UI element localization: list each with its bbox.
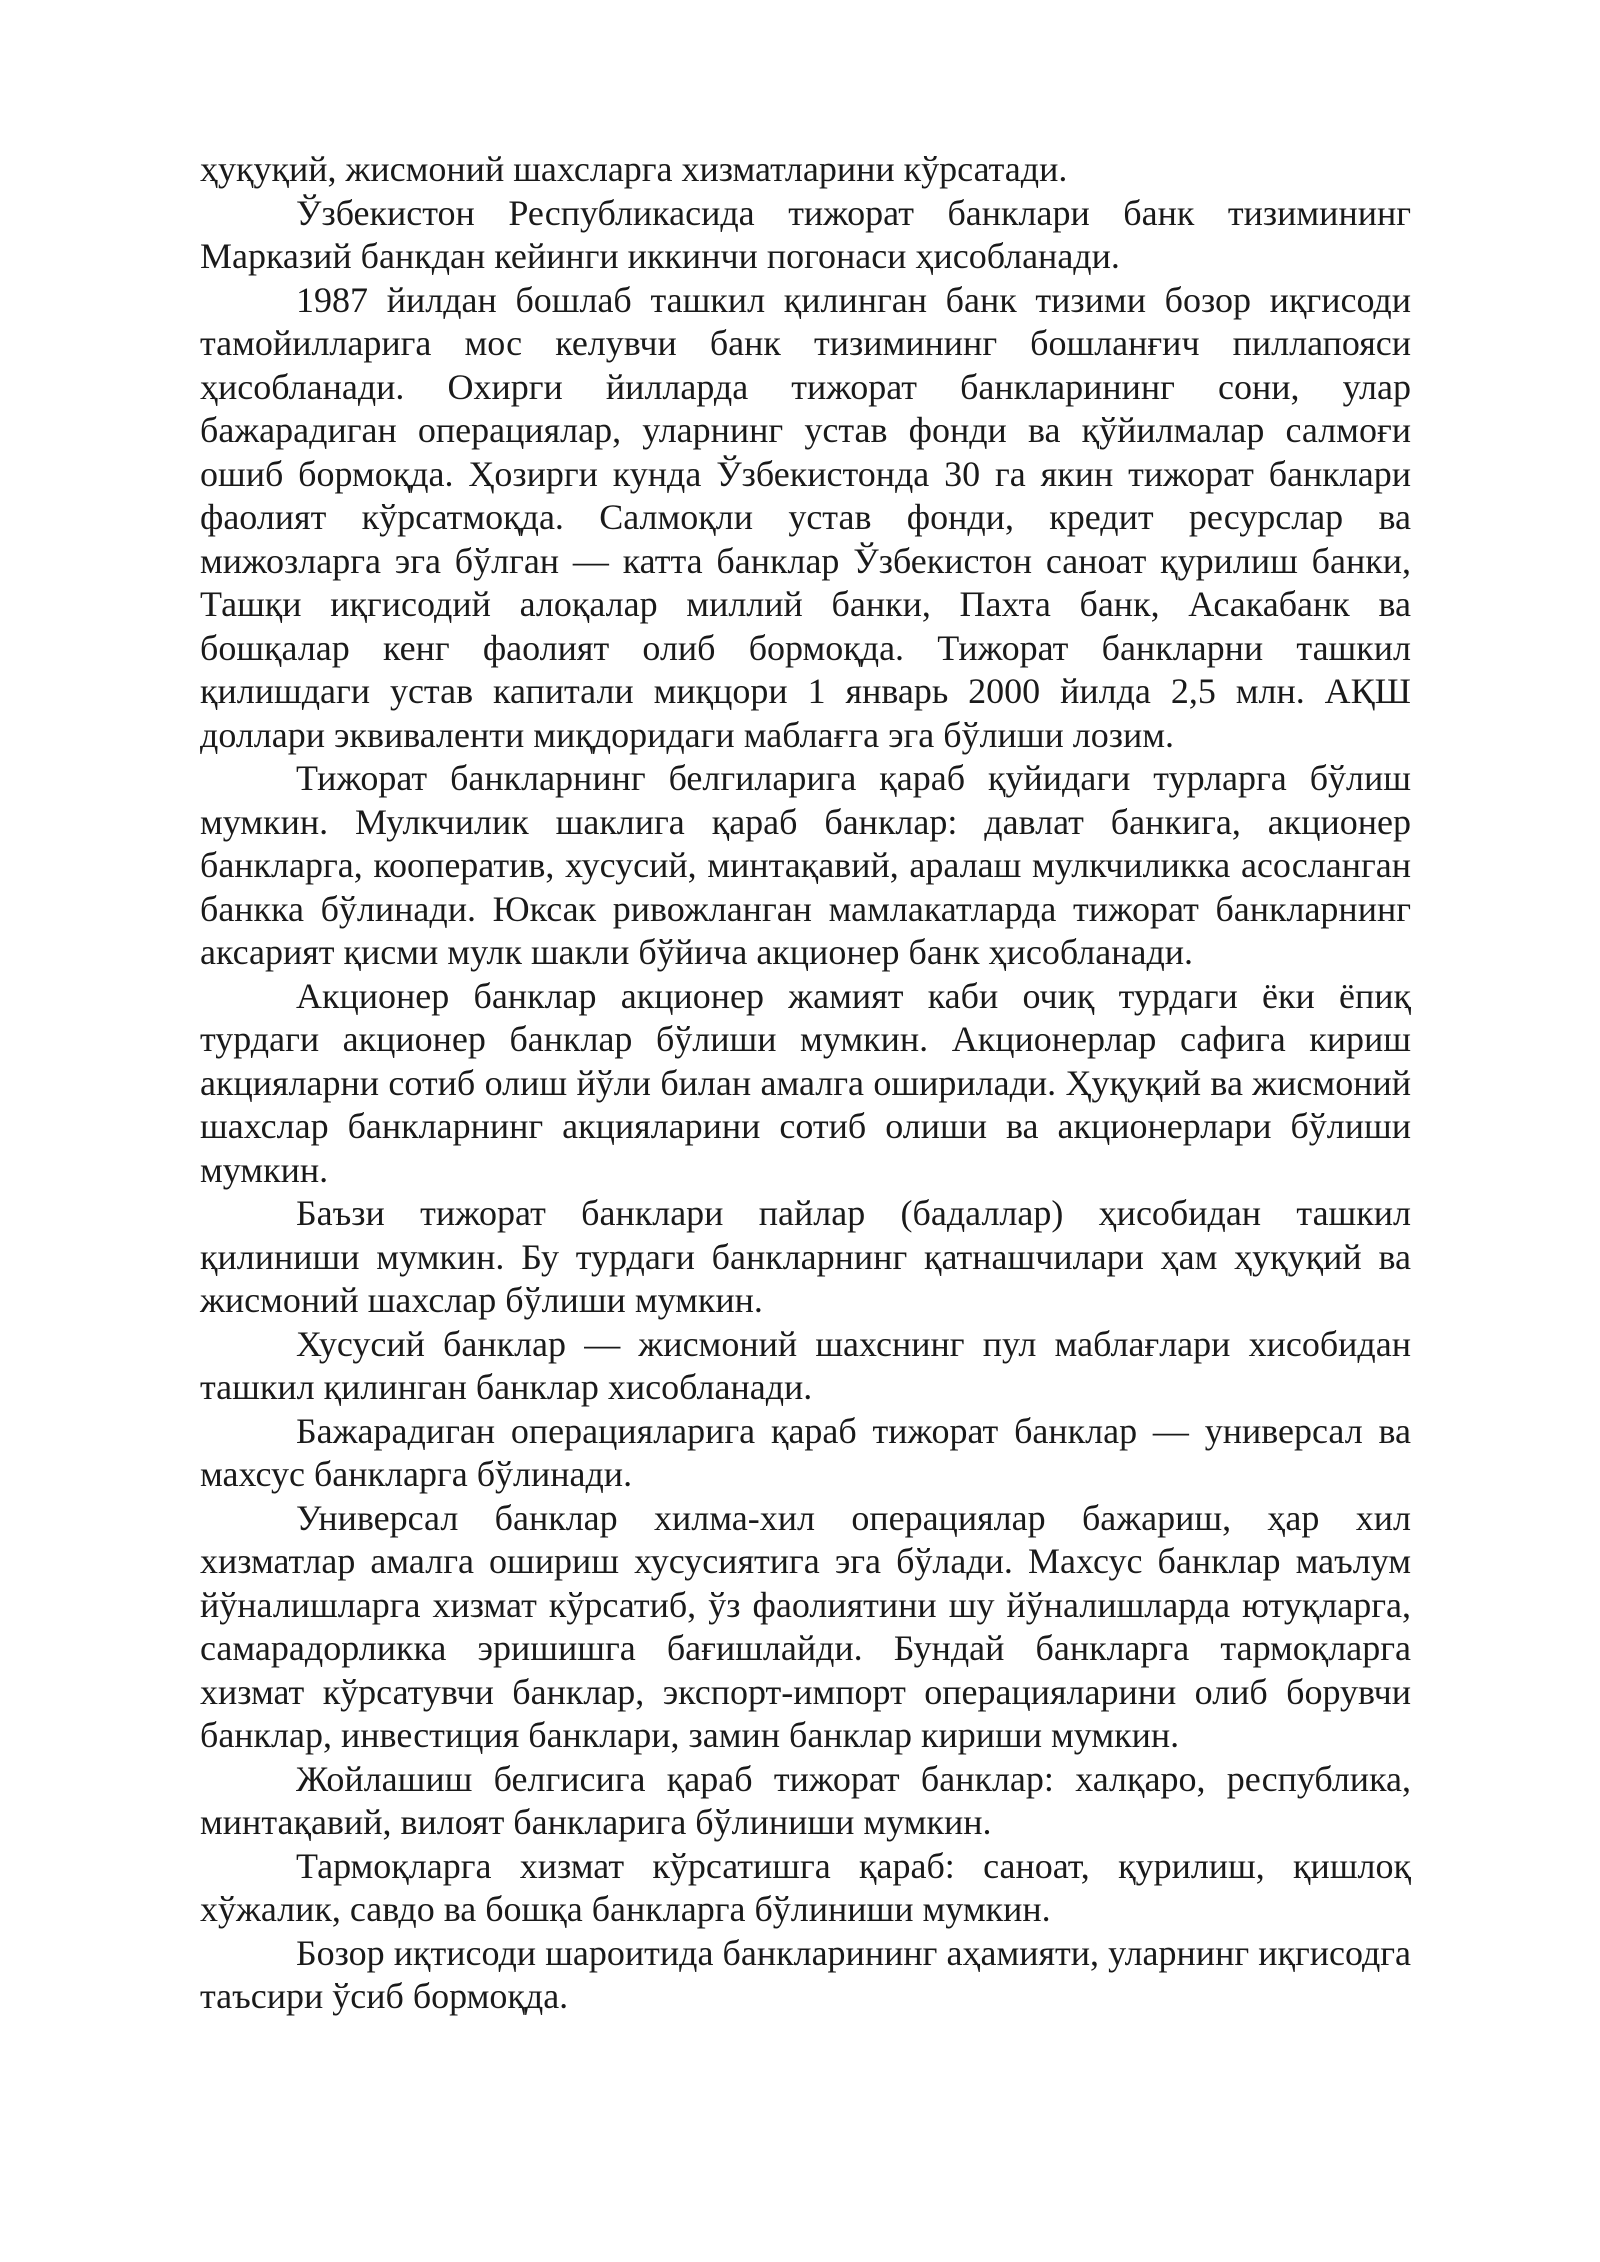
paragraph: 1987 йилдан бошлаб ташкил қилинган банк тизими бозор иқгисоди тамойилларига мос келувчи банк тизимининг бошланғич пиллапояси ҳисобланади. Охирги йилларда тижорат банкларининг сони, улар бажарадиган операциялар, уларнинг устав фонди ва қўйилмалар салмоғи ошиб бормоқда. Ҳозирги кунда Ўзбекистонда 30 га якин тижорат банклари фаолият кўрсатмоқда. Салмоқли устав фонди, кредит ресурслар ва мижозларга эга бўлган — катта банклар Ўзбекистон саноат қурилиш банки, Ташқи иқгисодий алоқалар миллий банки, Пахта банк, Асакабанк ва бошқалар кенг фаолият олиб бормоқда. Тижорат банкларни ташкил қилишдаги устав капитали миқцори 1 январь 2000 йилда 2,5 млн. АҚШ доллари эквиваленти миқдоридаги маблағга эга бўлиши лозим. (200, 279, 1411, 755)
document-page (200, 148, 1411, 2019)
paragraph: Акционер банклар акционер жамият каби очиқ турдаги ёки ёпиқ турдаги акционер банклар бўлиши мумкин. Акционерлар сафига кириш акцияларни сотиб олиш йўли билан амалга оширилади. Ҳуқуқий ва жисмоний шахслар банкларнинг акцияларини сотиб олиши ва акционерлари бўлиши мумкин. (200, 975, 1411, 1190)
paragraph: Баъзи тижорат банклари пайлар (бадаллар) ҳисобидан ташкил қилиниши мумкин. Бу турдаги банкларнинг қатнашчилари ҳам ҳуқуқий ва жисмоний шахслар бўлиши мумкин. (200, 1193, 1411, 1320)
paragraph: Бажарадиган операцияларига қараб тижорат банклар — универсал ва махсус банкларга бўлинади. (200, 1410, 1411, 1494)
paragraph: Ўзбекистон Республикасида тижорат банклари банк тизимининг Марказий банкдан кейинги иккинчи погонаси ҳисобланади. (200, 192, 1411, 276)
paragraph: Тармоқларга хизмат кўрсатишга қараб: саноат, қурилиш, қишлоқ хўжалик, савдо ва бошқа банкларга бўлиниши мумкин. (200, 1845, 1411, 1929)
paragraph: Бозор иқтисоди шароитида банкларининг аҳамияти, уларнинг иқгисодга таъсири ўсиб бормоқда. (200, 1932, 1411, 2016)
paragraph-continuation: ҳуқуқий, жисмоний шахсларга хизматларини кўрсатади. (200, 149, 1068, 189)
paragraph: Жойлашиш белгисига қараб тижорат банклар: халқаро, республика, минтақавий, вилоят банкларига бўлиниши мумкин. (200, 1758, 1411, 1842)
paragraph: Хусусий банклар — жисмоний шахснинг пул маблағлари хисобидан ташкил қилинган банклар хисобланади. (200, 1323, 1411, 1407)
paragraph: Универсал банклар хилма-хил операциялар бажариш, ҳар хил хизматлар амалга ошириш хусусиятига эга бўлади. Махсус банклар маълум йўналишларга хизмат кўрсатиб, ўз фаолиятини шу йўналишларда ютуқларга, самарадорликка эришишга бағишлайди. Бундай банкларга тармоқларга хизмат кўрсатувчи банклар, экспорт-импорт операцияларини олиб борувчи банклар, инвестиция банклари, замин банклар кириши мумкин. (200, 1497, 1411, 1755)
paragraph: Тижорат банкларнинг белгиларига қараб қуйидаги турларга бўлиш мумкин. Мулкчилик шаклига қараб банклар: давлат банкига, акционер банкларга, кооператив, хусусий, минтақавий, аралаш мулкчиликка асосланган банкка бўлинади. Юксак ривожланган мамлакатларда тижорат банкларнинг аксарият қисми мулк шакли бўйича акционер банк ҳисобланади. (200, 758, 1411, 972)
